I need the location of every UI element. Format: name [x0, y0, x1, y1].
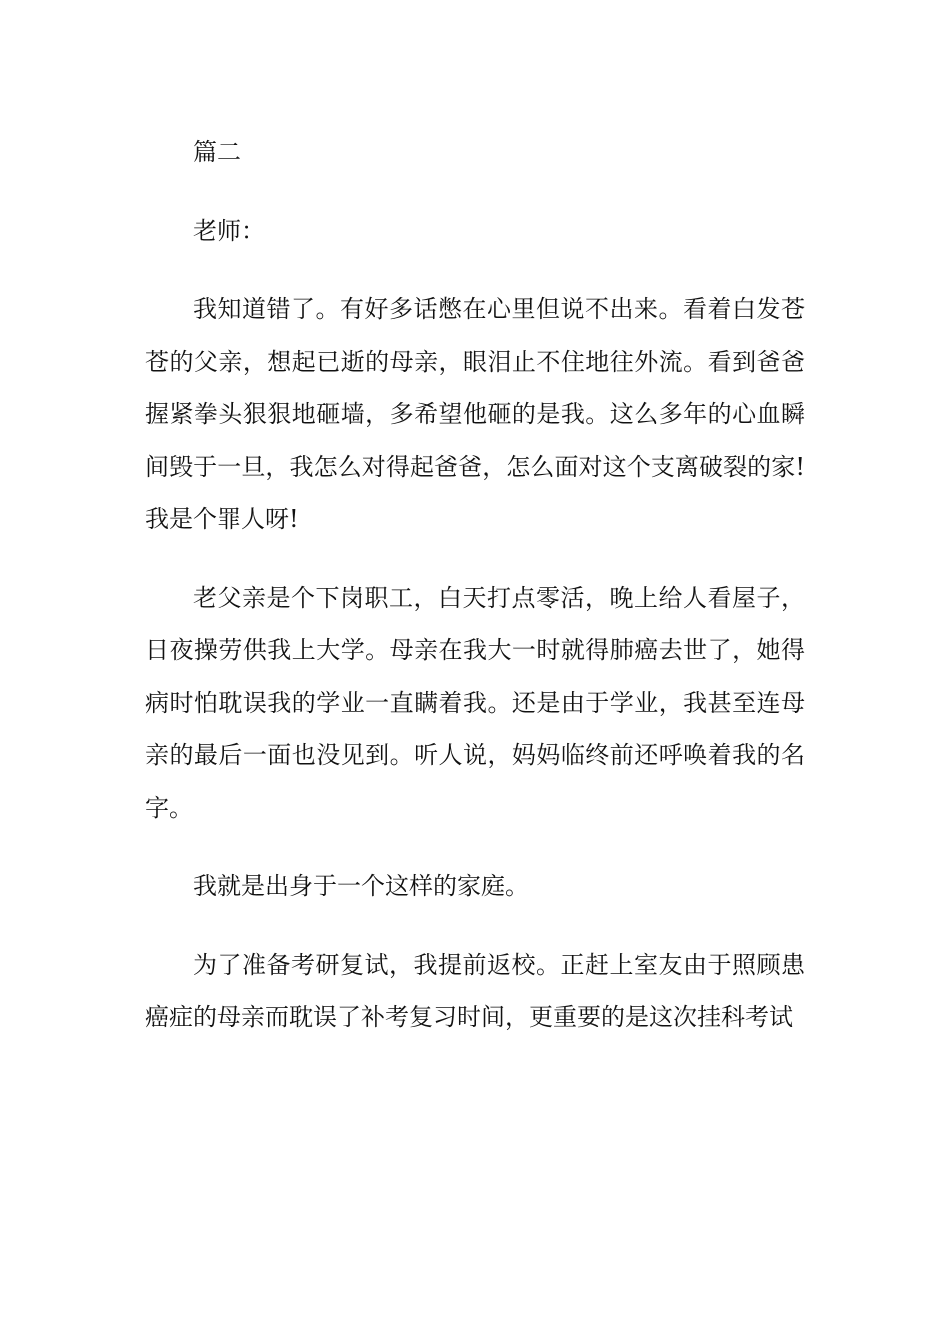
paragraph: 为了准备考研复试，我提前返校。正赶上室友由于照顾患癌症的母亲而耽误了补考复习时间，更重要的是这次挂科考试: [145, 950, 805, 1031]
salutation: 老师：: [193, 216, 265, 245]
paragraph: 我就是出身于一个这样的家庭。: [193, 872, 529, 900]
paragraph: 老父亲是个下岗职工，白天打点零活，晚上给人看屋子，日夜操劳供我上大学。母亲在我大一时就得肺癌去世了，她得病时怕耽误我的学业一直瞒着我。还是由于学业，我甚至连母亲的最后一面也没见到。听人说，妈妈临终前还呼唤着我的名字。: [145, 583, 805, 822]
document-body: [145, 126, 805, 1070]
paragraph: 我知道错了。有好多话憋在心里但说不出来。看着白发苍苍的父亲，想起已逝的母亲，眼泪止不住地往外流。看到爸爸握紧拳头狠狠地砸墙，多希望他砸的是我。这么多年的心血瞬间毁于一旦，我怎么对得起爸爸，怎么面对这个支离破裂的家!我是个罪人呀!: [145, 295, 805, 533]
section-heading: 篇二: [193, 138, 241, 166]
